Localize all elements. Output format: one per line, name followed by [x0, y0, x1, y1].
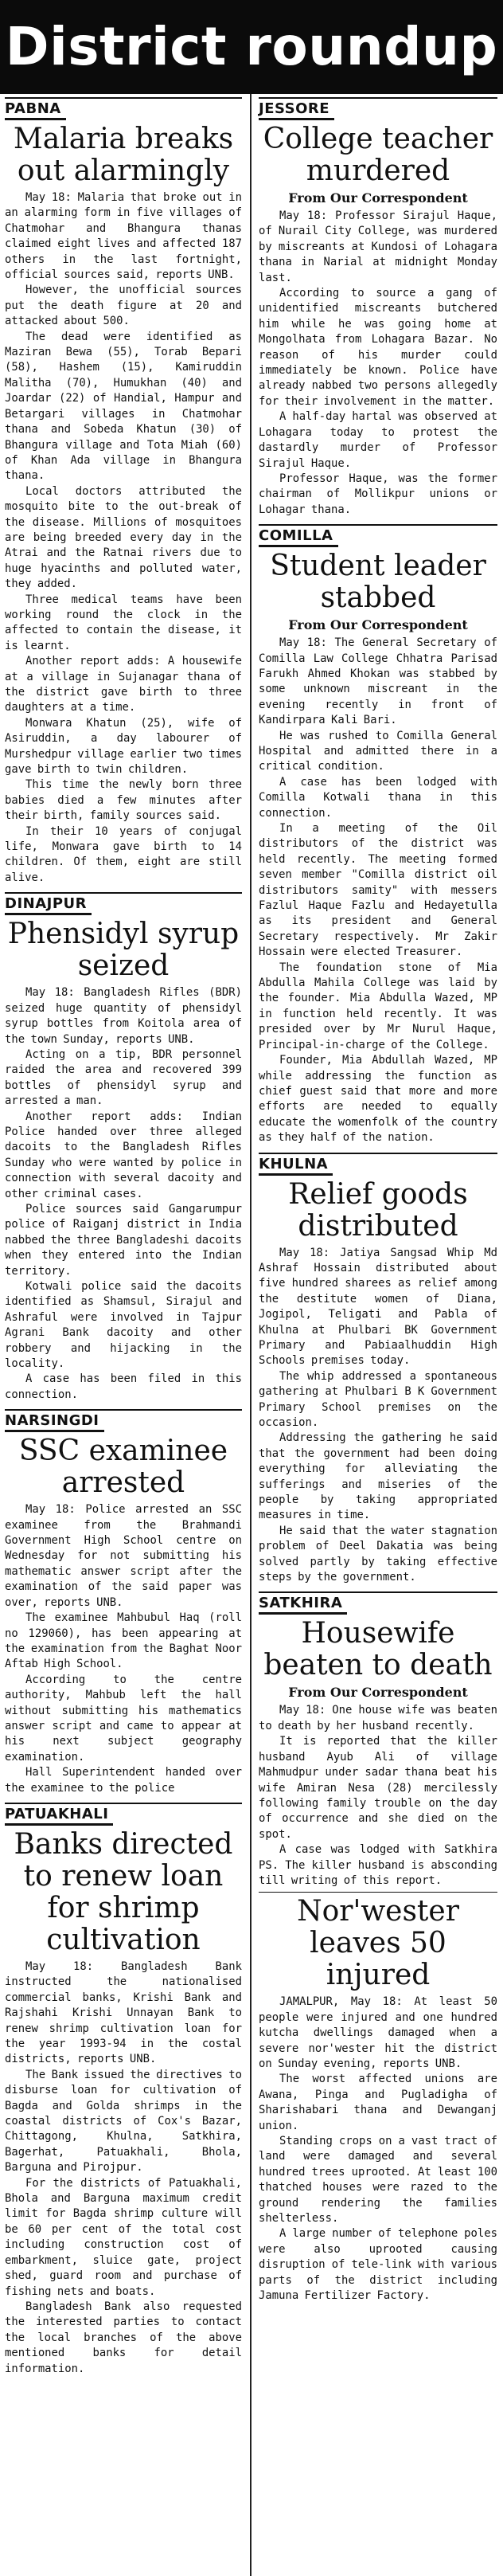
story-paragraph: A case has been filed in this connection.	[5, 1372, 242, 1401]
story-paragraph: Acting on a tip, BDR personnel raided the area and recovered 399 bottles of phensidyl syrup and arrested a man.	[5, 1047, 242, 1108]
story-slug: COMILLA	[259, 527, 338, 547]
story-paragraph: According to source a gang of unidentified miscreants butchered him while he was going home at Mongolhata from Lohagara Bazar. No reason of his murder could immediately be known. Police have already nabbed two persons allegedly for their involvement in the matter.	[259, 287, 497, 408]
story-paragraph: Local doctors attributed the mosquito bite to the out-break of the disease. Millions of mosquitoes are being breeded every day in the Atrai and the Ratnai rivers due to huge hyacinths and polluted water, they added.	[5, 484, 242, 591]
story-paragraph: Another report adds: Indian Police handed over three alleged dacoits to the Bangladesh Rifles Sunday who were wanted by police in connection with several dacoity and other criminal cases.	[5, 1110, 242, 1200]
story-byline: From Our Correspondent	[288, 190, 468, 206]
story-slug: SATKHIRA	[259, 1595, 347, 1615]
story-satkhira	[259, 1591, 497, 1889]
story-patuakhali	[5, 1803, 242, 2377]
story-paragraph: However, the unofficial sources put the death figure at 20 and attacked about 500.	[5, 284, 242, 328]
story-paragraph: This time the newly born three babies died a few minutes after their birth, family sources said.	[5, 778, 242, 823]
story-paragraph: A case has been lodged with Comilla Kotwali thana in this connection.	[259, 775, 497, 820]
story-paragraph: Three medical teams have been working round the clock in the affected to contain the disease, it is learnt.	[5, 593, 242, 652]
story-comilla	[259, 524, 497, 1145]
story-paragraph: He said that the water stagnation problem of Deel Dakatia was being solved partly by taking effective steps by the government.	[259, 1524, 497, 1584]
story-slug: PABNA	[5, 100, 66, 120]
story-paragraph: The foundation stone of Mia Abdulla Mahila College was laid by the founder. Mia Abdulla Wazed, MP in function held recently. It was presided over by Mr Nurul Haque, Principal-in-charge of the College.	[259, 961, 497, 1051]
left-column	[5, 94, 242, 2377]
story-paragraph: Bangladesh Bank also requested the interested parties to contact the local branches of the above mentioned banks for detail information.	[5, 2300, 242, 2375]
story-paragraph: May 18: Bangladesh Bank instructed the nationalised commercial banks, Krishi Bank and Rajshahi Krishi Unnayan Bank to renew shrimp cultivation loan for the year 1993-94 in the costal districts, reports UNB.	[5, 1959, 242, 2066]
story-narsingdi	[5, 1409, 242, 1796]
story-byline: From Our Correspondent	[288, 617, 468, 633]
story-paragraph: May 18: One house wife was beaten to death by her husband recently.	[259, 1704, 497, 1732]
story-paragraph: May 18: Jatiya Sangsad Whip Md Ashraf Hossain distributed about five hundred sharees as relief among the destitute women of Diana, Jogipol, Teligati and Pabla of Khulna at Phulbari BK Government Primary and Pabiaalhuddin High Schools premises today.	[259, 1246, 497, 1368]
story-headline: Housewife beaten to death	[263, 1617, 493, 1682]
story-separator	[259, 1892, 497, 1893]
story-dinajpur	[5, 892, 242, 1403]
story-headline: Banks directed to renew loan for shrimp cultivation	[14, 1827, 233, 1956]
story-paragraph: The examinee Mahbubul Haq (roll no 129060), has been appearing at the examination from the Baghat Noor Aftab High School.	[5, 1611, 242, 1671]
story-paragraph: May 18: Bangladesh Rifles (BDR) seized huge quantity of phensidyl syrup bottles from Koitola area of the town Sunday, reports UNB.	[5, 986, 242, 1046]
story-paragraph: A half-day hartal was observed at Lohagara today to protest the dastardly murder of Professor Sirajul Haque.	[259, 410, 497, 470]
story-slug: JESSORE	[259, 100, 334, 120]
story-byline: From Our Correspondent	[288, 1685, 468, 1701]
story-paragraph: May 18: Police arrested an SSC examinee from the Brahmandi Government High School centre on Wednesday for not submitting his mathematic answer script after the examination of the said paper was over, reports UNB.	[5, 1503, 242, 1609]
story-jamalpur	[259, 1896, 497, 2304]
column-divider	[250, 94, 252, 2576]
story-khulna	[259, 1153, 497, 1586]
page-banner: District roundup	[0, 0, 503, 94]
story-paragraph: It is reported that the killer husband Ayub Ali of village Mahmudpur under sadar thana beat his wife Amiran Nesa (28) mercilessly following family trouble on the day of occurrence and she died on the spot.	[259, 1735, 497, 1841]
story-paragraph: May 18: Professor Sirajul Haque, of Nurail City College, was murdered by miscreants at Kundosi of Lohagara thana in Narial at midnight Monday last.	[259, 209, 497, 284]
story-slug: NARSINGDI	[5, 1412, 104, 1432]
story-paragraph: A case was lodged with Satkhira PS. The killer husband is absconding till writing of this report.	[259, 1843, 497, 1887]
story-headline: Malaria breaks out alarmingly	[13, 123, 234, 187]
story-paragraph: Hall Superintendent handed over the examinee to the police	[5, 1766, 242, 1795]
story-pabna	[5, 97, 242, 886]
story-paragraph: He was rushed to Comilla General Hospital and admitted there in a critical condition.	[259, 729, 497, 773]
story-paragraph: In their 10 years of conjugal life, Monwara gave birth to 14 children. Of them, eight are still alive.	[5, 824, 242, 884]
story-paragraph: The Bank issued the directives to disburse loan for cultivation of Bagda and Golda shrimps in the coastal districts of Cox's Bazar, Chittagong, Khulna, Satkhira, Bagerhat, Patuakhali, Bhola, Barguna and Pirojpur.	[5, 2068, 242, 2175]
story-jessore	[259, 97, 497, 518]
story-headline: Relief goods distributed	[288, 1177, 468, 1243]
story-paragraph: May 18: Malaria that broke out in an alarming form in five villages of Chatmohar and Bhangura thanas claimed eight lives and affected 187 others in the last fortnight, official sources said, reports UNB.	[5, 191, 242, 282]
story-slug: DINAJPUR	[5, 895, 92, 915]
story-paragraph: Kotwali police said the dacoits identified as Shamsul, Sirajul and Ashraful were involved in Tajpur Agrani Bank dacoity and other robbery and hijacking in the locality.	[5, 1280, 242, 1371]
story-paragraph: Monwara Khatun (25), wife of Asiruddin, a day labourer of Murshedpur village earlier two times gave birth to twin children.	[5, 716, 242, 777]
story-paragraph: The worst affected unions are Awana, Pinga and Pugladigha of Sharishabari thana and Dewanganj union.	[259, 2073, 497, 2132]
story-paragraph: The dead were identified as Maziran Bewa (55), Torab Bepari (58), Hashem (15), Kamiruddin Malitha (70), Humukhan (40) and Joardar (22) of Handial, Hampur and Betargari villages in Chatmohar thana and Sobeda Khatun (30) of Bhangura village and Tota Miah (60) of Khan Ada village in Bhangura thana.	[5, 330, 242, 483]
story-paragraph: For the districts of Patuakhali, Bhola and Barguna maximum credit limit for Bagda shrimp culture will be 60 per cent of the total cost including construction cost of embarkment, sluice gate, project shed, guard room and purchase of fishing nets and boats.	[5, 2176, 242, 2298]
story-slug: KHULNA	[259, 1156, 333, 1176]
story-paragraph: JAMALPUR, May 18: At least 50 people were injured and one hundred kutcha dwellings damaged when a severe nor'wester hit the district on Sunday evening, reports UNB.	[259, 1995, 497, 2070]
story-paragraph: Standing crops on a vast tract of land were damaged and several hundred trees uprooted. At least 100 thatched houses were razed to the ground rendering the families shelterless.	[259, 2135, 497, 2226]
story-paragraph: Another report adds: A housewife at a village in Sujanagar thana of the district gave birth to three daughters at a time.	[5, 655, 242, 714]
story-paragraph: Addressing the gathering he said that the government had been doing everything for alleviating the sufferings and miseries of the people by taking appropriated measures in time.	[259, 1431, 497, 1522]
story-headline: Phensidyl syrup seized	[7, 918, 240, 983]
story-paragraph: Professor Haque, was the former chairman of Mollikpur unions or Lohagar thana.	[259, 472, 497, 516]
story-slug: PATUAKHALI	[5, 1806, 113, 1826]
story-headline: College teacher murdered	[263, 123, 493, 187]
story-headline: Student leader stabbed	[270, 550, 486, 615]
story-headline: SSC examinee arrested	[18, 1435, 228, 1500]
story-paragraph: Founder, Mia Abdullah Wazed, MP while addressing the function as chief guest said that more and more efforts are needed to equally educate the womenfolk of the country as they half of the nation.	[259, 1054, 497, 1145]
story-paragraph: May 18: The General Secretary of Comilla Law College Chhatra Parisad Farukh Ahmed Khokan was stabbed by some unknown miscreant in the evening recently in front of Kandirpara Kali Bari.	[259, 636, 497, 727]
story-paragraph: Police sources said Gangarumpur police of Raiganj district in India nabbed the three Bangladeshi dacoits when they entered into the Indian territory.	[5, 1202, 242, 1278]
story-paragraph: According to the centre authority, Mahbub left the hall without submitting his mathematics answer script and came to appear at his next subject geography examination.	[5, 1673, 242, 1764]
story-paragraph: A large number of telephone poles were also uprooted causing disruption of tele-link with various parts of the district including Jamuna Fertilizer Factory.	[259, 2227, 497, 2303]
right-column	[259, 94, 497, 2304]
story-paragraph: The whip addressed a spontaneous gathering at Phulbari B K Government Primary School premises on the occasion.	[259, 1369, 497, 1429]
story-headline: Nor'wester leaves 50 injured	[297, 1895, 459, 1992]
story-paragraph: In a meeting of the Oil distributors of the district was held recently. The meeting formed seven member "Comilla district oil distributors samity" with messers Fazlul Haque Fazlu and Hedayetulla as its president and General Secretary respectively. Mr Zakir Hossain were elected Treasurer.	[259, 822, 497, 959]
